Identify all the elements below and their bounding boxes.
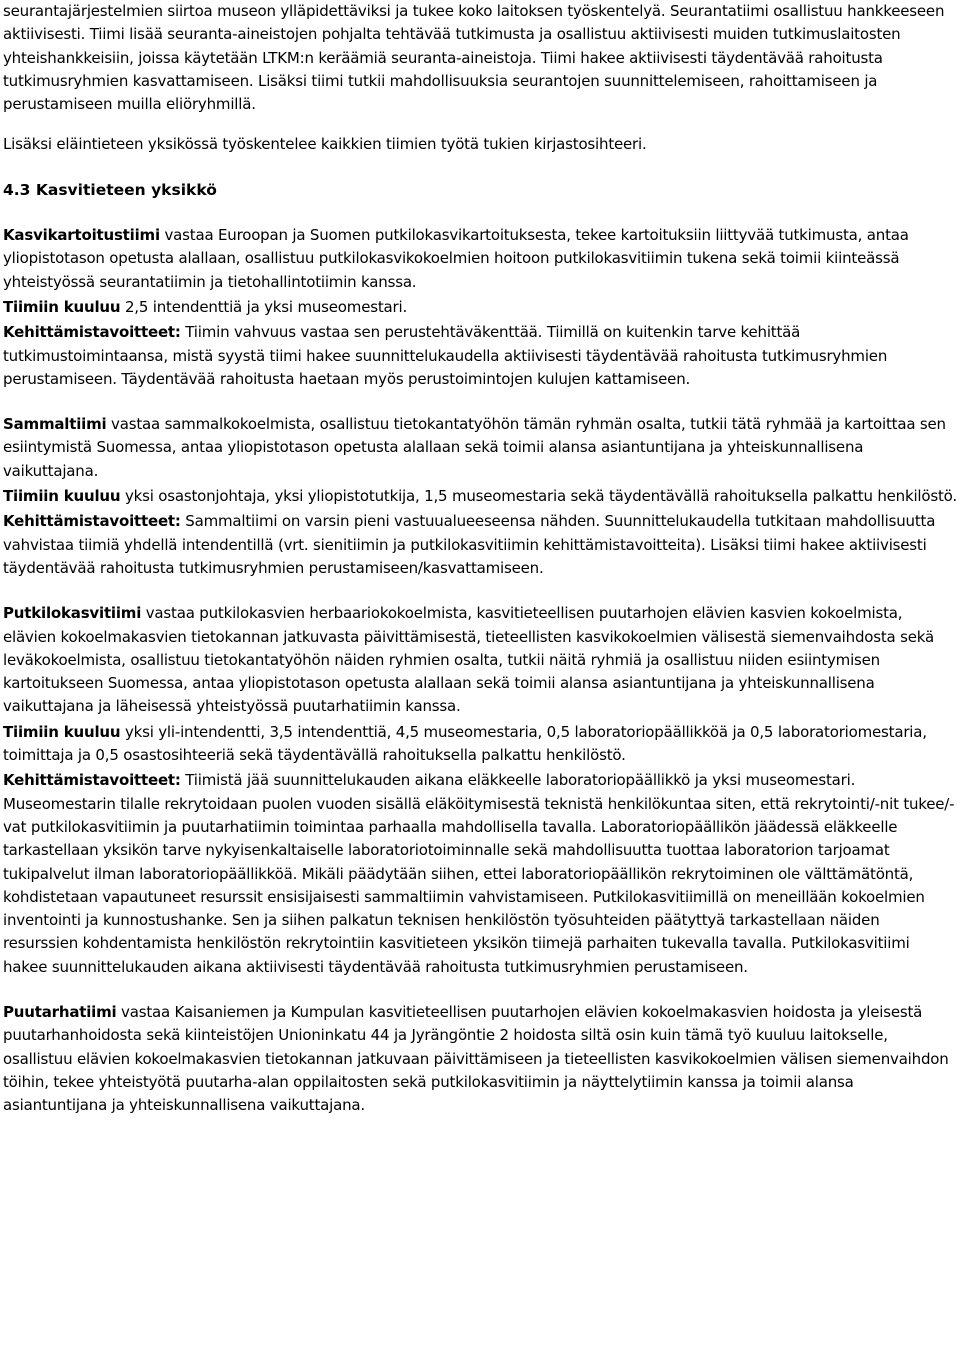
team-name: Puutarhatiimi	[3, 1002, 117, 1021]
team-goals-sammal	[3, 510, 957, 580]
team-name: Kasvikartoitustiimi	[3, 226, 160, 245]
section-heading: 4.3 Kasvitieteen yksikkö	[3, 180, 217, 199]
team-goals-kasvikartoitus	[3, 321, 957, 391]
team-description-text: vastaa Kaisaniemen ja Kumpulan kasvitieteellisen puutarhojen elävien kokoelmakasvien hoidosta ja yleisestä puutarhanhoidosta sekä kiinteistöjen Unioninkatu 44 ja Jyrängöntie 2 hoidosta siltä osin kuin tämä työ kuuluu laitokselle, osallistuu elävien kokoelmakasvien tietokannan jatkuvaan päivittämiseen ja tieteellisten kasvikokoelmien välisen siemenvaihdon töihin, tekee yhteistyötä puutarha-alan oppilaitosten sekä putkilokasvitiimin ja näyttelytiimin kanssa ja toimii alansa asiantuntijana ja yhteiskunnallisena vaikuttajana.	[3, 1002, 949, 1115]
goals-label: Kehittämistavoitteet:	[3, 323, 181, 342]
goals-text: Tiimin vahvuus vastaa sen perustehtäväkenttää. Tiimillä on kuitenkin tarve kehittää tutkimustoimintaansa, mistä syystä tiimi hakee suunnittelukaudella aktiivisesti täydentävää rahoitusta tutkimusryhmien perustamiseen. Täydentävää rahoitusta haetaan myös perustoimintojen kulujen kattamiseen.	[3, 323, 888, 388]
members-text: yksi yli-intendentti, 3,5 intendenttiä, 4,5 museomestaria, 0,5 laboratoriopäällikköä ja 0,5 laboratoriomestaria, toimittaja ja 0,5 osastosihteeriä sekä täydentävällä rahoituksella palkattu henkilöstö.	[3, 722, 927, 765]
team-goals-putkilo	[3, 769, 957, 979]
members-label: Tiimiin kuuluu	[3, 487, 121, 506]
team-description-text: vastaa sammalkokoelmista, osallistuu tietokantatyöhön tämän ryhmän osalta, tutkii tätä ryhmää ja kartoittaa sen esiintymistä Suomessa, antaa yliopistotason opetusta alallaan sekä toimii alansa asiantuntijana ja yhteiskunnallisena vaikuttajana.	[3, 415, 946, 480]
members-text: 2,5 intendenttiä ja yksi museomestari.	[120, 297, 408, 316]
team-members-kasvikartoitus	[3, 296, 957, 319]
goals-text: Sammaltiimi on varsin pieni vastuualueeseensa nähden. Suunnittelukaudella tutkitaan mahdollisuutta vahvistaa tiimiä yhdellä intendentillä (vrt. sienitiimin ja putkilokasvitiimin kehittämistavoitteita). Lisäksi tiimi hakee aktiivisesti täydentävää rahoitusta tutkimusryhmien perustamiseen/kasvattamiseen.	[3, 512, 936, 577]
team-description-sammal	[3, 413, 957, 483]
team-description-text: vastaa putkilokasvien herbaariokokoelmista, kasvitieteellisen puutarhojen elävien kasvien kokoelmista, elävien kokoelmakasvien tietokannan jatkuvasta päivittämisestä, tieteellisten kasvikokoelmien välisestä siemenvaihdosta sekä leväkokoelmista, osallistuu tietokantatyöhön näiden ryhmien osalta, tutkii näitä ryhmiä ja osallistuu niiden esiintymisen kartoitukseen Suomessa, antaa yliopistotason opetusta alallaan sekä toimii alansa asiantuntijana ja yhteiskunnallisena vaikuttajana ja läheisessä yhteistyössä puutarhatiimin kanssa.	[3, 604, 934, 716]
team-description-puutarha	[3, 1001, 957, 1117]
team-members-putkilo	[3, 721, 957, 768]
team-name: Sammaltiimi	[3, 415, 107, 434]
team-name: Putkilokasvitiimi	[3, 604, 142, 623]
members-label: Tiimiin kuuluu	[3, 722, 121, 741]
team-description-kasvikartoitus	[3, 224, 957, 294]
team-description-putkilo	[3, 602, 957, 718]
document-page	[3, 0, 957, 1117]
team-description-text: vastaa Euroopan ja Suomen putkilokasvikartoituksesta, tekee kartoituksiin liittyvää tutkimusta, antaa yliopistotason opetusta alallaan, osallistuu putkilokasvikokoelmien hoitoon putkilokasvitiimin tukena sekä toimii kiinteässä yhteistyössä seurantatiimin ja tietohallintotiimin kanssa.	[3, 226, 909, 291]
goals-label: Kehittämistavoitteet:	[3, 512, 181, 531]
team-members-sammal	[3, 485, 957, 508]
intro-paragraph-librarian: Lisäksi eläintieteen yksikössä työskentelee kaikkien tiimien työtä tukien kirjastosihteeri.	[3, 135, 647, 154]
members-label: Tiimiin kuuluu	[3, 297, 121, 316]
goals-text: Tiimistä jää suunnittelukauden aikana eläkkeelle laboratoriopäällikkö ja yksi museomestari. Museomestarin tilalle rekrytoidaan puolen vuoden sisällä eläköitymisestä teknistä henkilökuntaa siten, että rekrytointi/-nit tukee/-vat putkilokasvitiimin ja puutarhatiimin toimintaa parhaalla mahdollisella tavalla. Laboratoriopäällikön jäädessä eläkkeelle tarkastellaan yksikön tarve nykyisenkaltaiselle laboratoriotoiminnalle sekä mahdollisuutta tuottaa laboratorion tarjoamat tukipalvelut ilman laboratoriopäällikköä. Mikäli päädytään siihen, ettei laboratoriopäällikön rekrytoiminen ole välttämätöntä, kohdistetaan vapautuneet resurssit ensisijaisesti sammaltiimin vahvistamiseen. Putkilokasvitiimillä on meneillään kokoelmien inventointi ja kunnostushanke. Sen ja siihen palkatun teknisen henkilöstön työsuhteiden päätyttyä tarkastellaan näiden resurssien kohdentamista henkilöstön rekrytointiin kasvitieteen yksikön tiimejä parhaiten tukevalla tavalla. Putkilokasvitiimi hakee suunnittelukauden aikana aktiivisesti täydentävää rahoitusta tutkimusryhmien perustamiseen.	[3, 771, 955, 976]
goals-label: Kehittämistavoitteet:	[3, 771, 181, 790]
intro-paragraph: seurantajärjestelmien siirtoa museon ylläpidettäviksi ja tukee koko laitoksen työskentelyä. Seurantatiimi osallistuu hankkeeseen aktiivisesti. Tiimi lisää seuranta-aineistojen pohjalta tehtävää tutkimusta ja osallistuu aktiivisesti muiden tutkimuslaitosten yhteishankkeisiin, joissa käytetään LTKM:n keräämiä seuranta-aineistoja. Tiimi hakee aktiivisesti täydentävää rahoitusta tutkimusryhmien kasvattamiseen. Lisäksi tiimi tutkii mahdollisuuksia seurantojen suunnittelemiseen, rahoittamiseen ja perustamiseen muilla eliöryhmillä.	[3, 2, 945, 114]
members-text: yksi osastonjohtaja, yksi yliopistotutkija, 1,5 museomestaria sekä täydentävällä rahoituksella palkattu henkilöstö.	[120, 487, 957, 506]
